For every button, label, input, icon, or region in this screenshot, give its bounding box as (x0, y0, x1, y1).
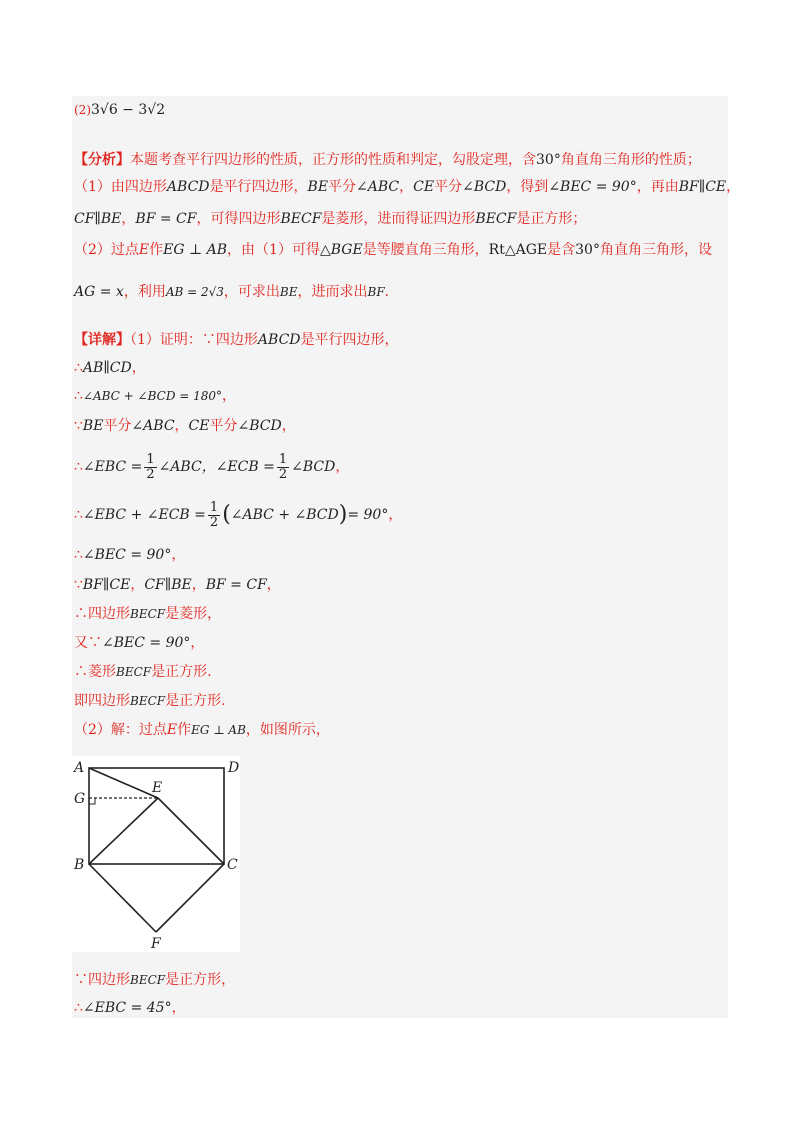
label-c: C (227, 857, 238, 873)
answer-part-2 (74, 100, 165, 120)
math: ∠BEC = 90° (102, 635, 191, 651)
analysis-line-3 (74, 209, 586, 229)
detail-line-1 (74, 330, 399, 350)
text: （2）过点 (74, 242, 139, 258)
numerator: 1 (146, 451, 155, 467)
math: E (166, 722, 178, 738)
detail-line-14 (74, 970, 235, 990)
math: ∠BCD (462, 179, 507, 195)
math: BECF (280, 211, 322, 227)
text: ， (726, 179, 741, 195)
math: CE (413, 179, 435, 195)
text: ，可求出 (223, 284, 280, 300)
math: EG ⊥ AB (163, 242, 228, 258)
text: 是正方形. (151, 664, 212, 680)
text: ，由（1）可得 (227, 242, 320, 258)
analysis-tag: 【分析】 (74, 152, 130, 168)
text: 是正方形， (165, 972, 236, 988)
math: BF∥CE (678, 179, 727, 195)
math: BECF (116, 665, 152, 679)
therefore: ∴ (74, 388, 83, 404)
because: ∵ (74, 418, 83, 434)
math: BF = CF (205, 577, 267, 593)
text: 又∵ (74, 635, 102, 651)
math: ∠ABC + ∠BCD = 180° (82, 389, 223, 403)
label-d: D (228, 760, 240, 776)
math: ∠ABC (356, 179, 400, 195)
text: ， (121, 211, 136, 227)
because: ∵ (74, 577, 83, 593)
text: 平分 (209, 418, 238, 434)
numerator: 1 (278, 451, 288, 467)
text: （1）证明：∵四边形 (130, 332, 258, 348)
math: △BGE (319, 242, 363, 258)
text: 平分 (103, 418, 132, 434)
text: 是平行四边形， (209, 179, 308, 195)
math: EG ⊥ AB (191, 723, 246, 737)
text: ， (281, 418, 296, 434)
math: ∠EBC = (82, 459, 143, 475)
math: ABCD (257, 332, 301, 348)
detail-line-7 (74, 545, 185, 565)
text: . (384, 284, 390, 300)
math: ∠ABC (131, 418, 175, 434)
text: （1）由四边形 (74, 179, 167, 195)
label-g: G (74, 791, 86, 807)
text: ， (174, 418, 189, 434)
math: ∠EBC + ∠ECB = (82, 507, 206, 523)
math: BF∥CE (82, 577, 131, 593)
text: ， (388, 507, 403, 523)
text: ， (335, 459, 350, 475)
text: ∵四边形 (74, 972, 130, 988)
detail-line-6 (74, 498, 402, 532)
math: BE (307, 179, 329, 195)
detail-line-8 (74, 575, 281, 595)
math: AB = 2√3 (165, 285, 224, 299)
text: 是等腰直角三角形， (362, 242, 489, 258)
math: AG = x (74, 284, 124, 300)
math: CF∥BE (144, 577, 192, 593)
math: BF = CF (135, 211, 197, 227)
therefore: ∴ (74, 547, 83, 563)
text: ，进而求出 (297, 284, 368, 300)
analysis-line-4 (74, 240, 712, 260)
math: BECF (130, 694, 166, 708)
math: = 90° (347, 507, 389, 523)
text: 是平行四边形， (300, 332, 399, 348)
math: BECF (475, 211, 517, 227)
text: 是菱形， (165, 606, 222, 622)
math: CE (188, 418, 210, 434)
text: ， (171, 1000, 186, 1016)
segment-ce (158, 798, 224, 864)
label-e: E (152, 780, 163, 796)
segment-bf (89, 864, 156, 932)
therefore: ∴ (74, 459, 83, 475)
text: ， (190, 635, 205, 651)
denominator: 2 (209, 514, 219, 530)
text: ，可得四边形 (196, 211, 281, 227)
text: ，再由 (636, 179, 679, 195)
math: ∠BCD (237, 418, 282, 434)
label-b: B (74, 857, 85, 873)
text: （2）解：过点 (74, 722, 167, 738)
right-angle-mark (89, 798, 95, 804)
therefore: ∴ (74, 360, 83, 376)
detail-line-12 (74, 691, 226, 711)
text: 是含 (547, 242, 576, 258)
answer-expression: 3√6 − 3√2 (91, 102, 166, 118)
text: ，得到 (506, 179, 549, 195)
fraction (277, 453, 289, 482)
math: Rt△AGE (488, 242, 548, 258)
text: ，如图所示， (245, 722, 330, 738)
math: BE (82, 418, 104, 434)
analysis-line-5 (74, 282, 389, 302)
text: 即四边形 (74, 693, 130, 709)
math: E (138, 242, 150, 258)
text: ∴四边形 (74, 606, 130, 622)
detail-line-11 (74, 662, 212, 682)
text: 是菱形，进而得证四边形 (321, 211, 476, 227)
math: BECF (130, 607, 166, 621)
segment-be (89, 798, 158, 864)
denominator: 2 (146, 466, 155, 482)
text: ， (399, 179, 414, 195)
fraction (208, 501, 220, 530)
denominator: 2 (278, 466, 288, 482)
label-a: A (74, 760, 85, 776)
math: BE (279, 285, 298, 299)
text: ， (131, 360, 146, 376)
detail-line-2 (74, 358, 146, 378)
text: 作 (177, 722, 192, 738)
math: ∠BEC = 90° (82, 547, 172, 563)
segment-cf (156, 864, 224, 932)
math: ∠BEC = 90° (548, 179, 637, 195)
text: 角直角三角形，设 (599, 242, 712, 258)
text: 作 (149, 242, 164, 258)
math: 30° (575, 242, 600, 258)
text: ，利用 (123, 284, 166, 300)
detail-tag: 【详解】 (74, 332, 130, 348)
detail-line-9 (74, 604, 221, 624)
math: ∠ABC，∠ECB = (158, 459, 275, 475)
therefore: ∴ (74, 1000, 83, 1016)
text: 平分 (434, 179, 463, 195)
text: ， (171, 547, 186, 563)
geometry-figure (72, 756, 240, 952)
math: CF∥BE (74, 211, 122, 227)
text: ， (130, 577, 145, 593)
math: ABCD (166, 179, 210, 195)
analysis-line-1 (74, 150, 701, 170)
numerator: 1 (209, 499, 219, 515)
text: 是正方形. (165, 693, 226, 709)
text: ∴菱形 (74, 664, 116, 680)
math: BF (367, 285, 385, 299)
fraction (144, 453, 156, 482)
label-f: F (151, 936, 161, 952)
part-label: (2) (74, 103, 91, 117)
text: 角直角三角形的性质； (560, 152, 701, 168)
text: ， (266, 577, 281, 593)
detail-line-13 (74, 720, 330, 740)
text: ， (222, 388, 237, 404)
geometry-diagram (72, 756, 240, 952)
therefore: ∴ (74, 507, 83, 523)
detail-line-4 (74, 416, 296, 436)
detail-line-15 (74, 998, 186, 1018)
detail-line-5 (74, 450, 349, 484)
paren: ( (222, 502, 231, 527)
math: ∠BCD (291, 459, 336, 475)
text: ， (191, 577, 206, 593)
paren: ) (338, 502, 348, 527)
detail-line-10 (74, 633, 204, 653)
math: ∠ABC + ∠BCD (230, 507, 339, 523)
math: BECF (130, 973, 166, 987)
math: 30° (536, 152, 561, 168)
analysis-line-2 (74, 177, 740, 197)
segment-ae (89, 768, 158, 798)
math: AB∥CD (82, 360, 132, 376)
text: 平分 (328, 179, 357, 195)
text: 本题考查平行四边形的性质，正方形的性质和判定，勾股定理，含 (130, 152, 536, 168)
math: ∠EBC = 45° (82, 1000, 172, 1016)
text: 是正方形； (516, 211, 587, 227)
detail-line-3 (74, 386, 236, 406)
